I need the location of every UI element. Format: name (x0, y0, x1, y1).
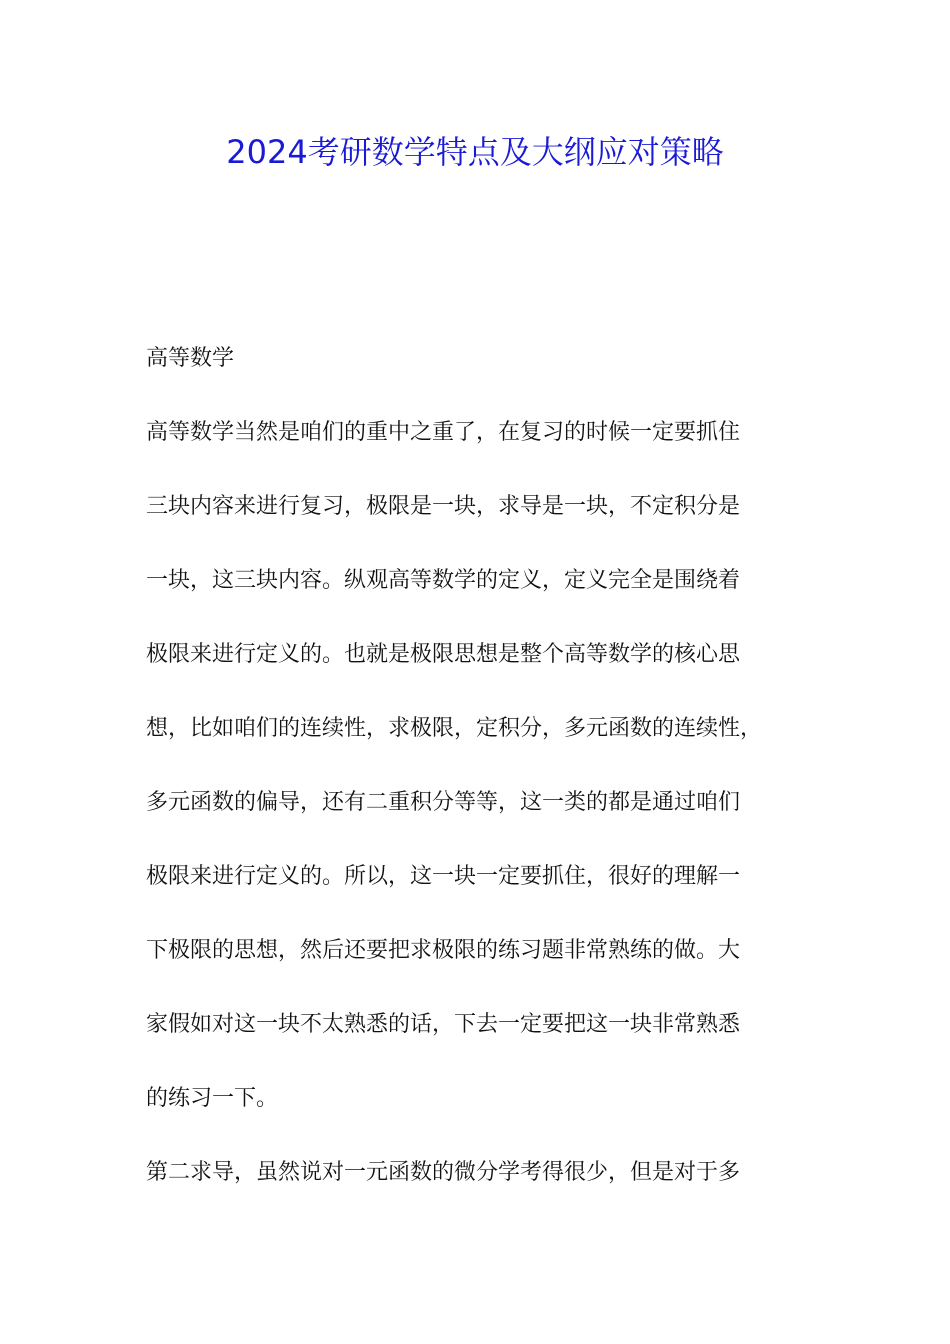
paragraph-line: 极限来进行定义的。也就是极限思想是整个高等数学的核心思 (146, 642, 741, 667)
paragraph-line: 极限来进行定义的。所以，这一块一定要抓住，很好的理解一 (146, 864, 741, 889)
paragraph-line: 想，比如咱们的连续性，求极限，定积分，多元函数的连续性， (146, 716, 763, 741)
section-heading: 高等数学 (146, 346, 235, 371)
paragraph-2 (146, 1151, 806, 1195)
paragraph-1 (146, 411, 806, 1121)
paragraph-line: 一块，这三块内容。纵观高等数学的定义，定义完全是围绕着 (146, 568, 741, 593)
page-title: 2024考研数学特点及大纲应对策略 (226, 133, 724, 171)
paragraph-line: 的练习一下。 (146, 1086, 279, 1111)
paragraph-line: 下极限的思想，然后还要把求极限的练习题非常熟练的做。大 (146, 938, 741, 963)
paragraph-line: 家假如对这一块不太熟悉的话，下去一定要把这一块非常熟悉 (146, 1012, 741, 1037)
paragraph-line: 多元函数的偏导，还有二重积分等等，这一类的都是通过咱们 (146, 790, 741, 815)
paragraph-line: 三块内容来进行复习，极限是一块，求导是一块，不定积分是 (146, 494, 741, 519)
paragraph-line: 第二求导，虽然说对一元函数的微分学考得很少，但是对于多 (146, 1160, 741, 1185)
document-body (146, 337, 806, 1225)
paragraph-line: 高等数学当然是咱们的重中之重了，在复习的时候一定要抓住 (146, 420, 741, 445)
